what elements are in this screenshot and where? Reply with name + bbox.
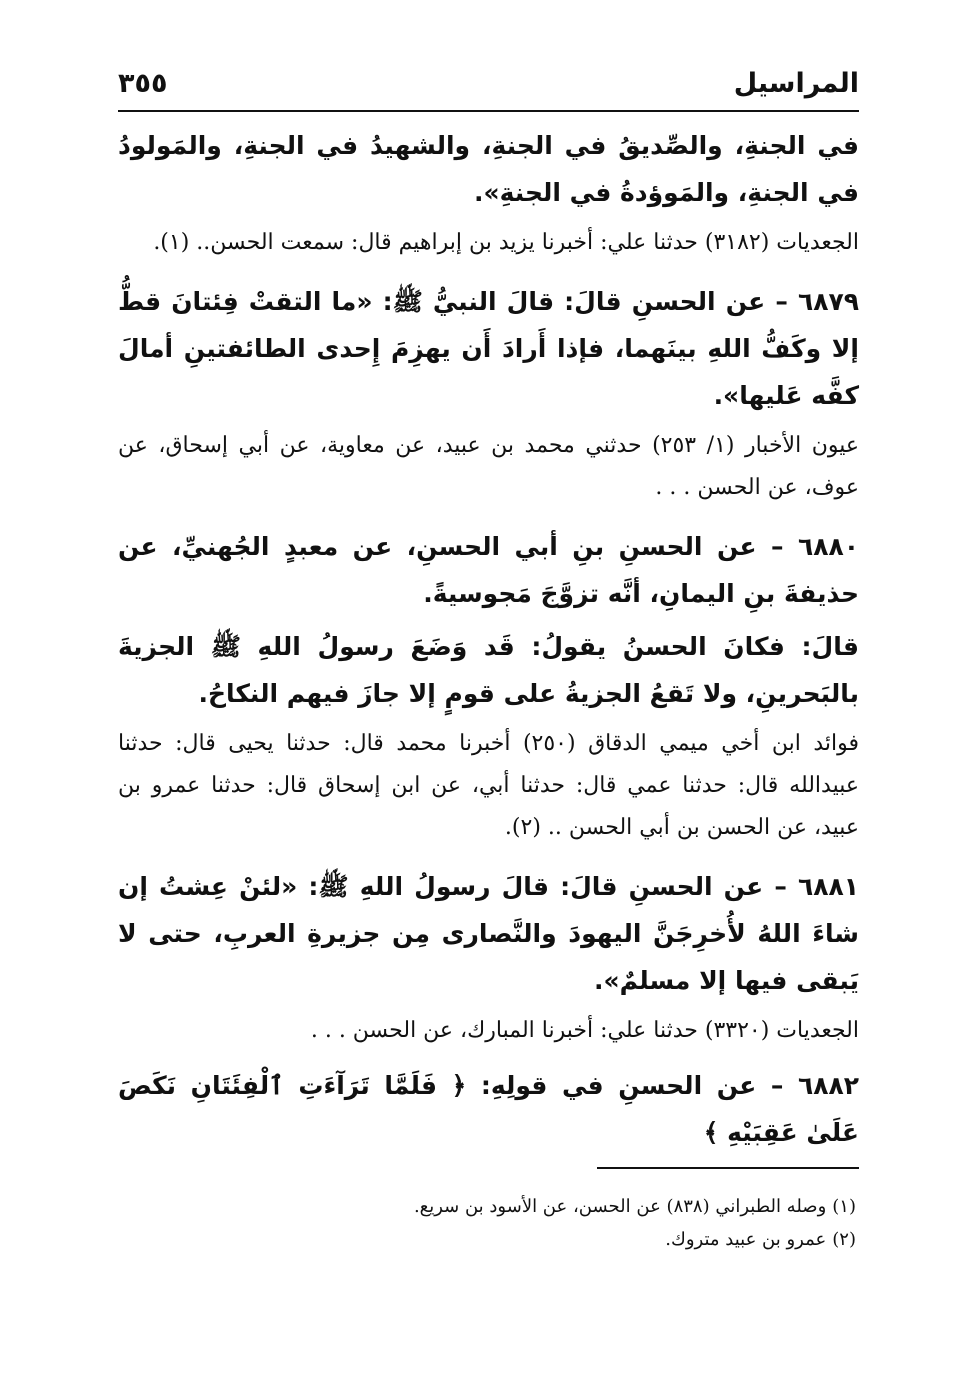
hadith-number: ٦٨٨٠	[797, 532, 859, 561]
source-citation: الجعديات (٣١٨٢) حدثنا علي: أخبرنا يزيد بن إبراهيم قال: سمعت الحسن.. (١).	[153, 230, 859, 255]
footnote-rule	[597, 1167, 859, 1169]
page-number: ٣٥٥	[118, 68, 168, 99]
source-citation: الجعديات (٣٣٢٠) حدثنا علي: أخبرنا المبارك، عن الحسن . . .	[310, 1018, 859, 1043]
page-body	[118, 122, 859, 1162]
running-title: المراسيل	[733, 68, 859, 99]
hadith-text: في الجنةِ، والصِّديقُ في الجنةِ، والشهيدُ في الجنةِ، والمَولودُ في الجنةِ، والمَوؤدةُ في الجنةِ».	[118, 131, 859, 207]
hadith-entry	[118, 523, 859, 617]
header-rule	[118, 110, 859, 112]
source-citation: عيون الأخبار (١/ ٢٥٣) حدثني محمد بن عبيد، عن معاوية، عن أبي إسحاق، عن عوف، عن الحسن . . .	[118, 433, 860, 500]
hadith-text: – عن الحسنِ قالَ: قالَ النبيُّ ﷺ: «ما التقتْ فِئتانَ قطُّ إلا وكَفُّ اللهِ بينَهما، فإذا أَرادَ أَن يهزِمَ إِحدى الطائفتينِ أمالَ كفَّه عَليها».	[118, 287, 859, 410]
footnote-marker: (٢)	[832, 1229, 856, 1250]
hadith-text: – عن الحسنِ في قولِهِ: ﴿ فَلَمَّا تَرَآءَتِ ٱلْفِئَتَانِ نَكَصَ عَلَىٰ عَقِبَيْهِ ﴾	[118, 1071, 859, 1147]
footnote	[118, 1190, 856, 1223]
footnote-text: وصله الطبراني (٨٣٨) عن الحسن، عن الأسود بن سريع.	[413, 1196, 827, 1217]
source-citation: فوائد ابن أخي ميمي الدقاق (٢٥٠) أخبرنا محمد قال: حدثنا يحيى قال: حدثنا عبيدالله قال: حدثنا عمي قال: حدثنا أبي، عن ابن إسحاق قال: حدثنا عمرو بن عبيد، عن الحسن بن أبي الحسن .. (٢).	[118, 731, 859, 840]
hadith-text: – عن الحسنِ بنِ أبي الحسنِ، عن معبدٍ الجُهنيِّ، عن حذيفةَ بنِ اليمانِ، أنَّه تزوَّجَ مَجوسيةً.	[118, 532, 859, 608]
hadith-text: – عن الحسنِ قالَ: قالَ رسولُ اللهِ ﷺ: «لئنْ عِشتُ إن شاءَ اللهُ لأُخرِجَنَّ اليهودَ والنَّصارى مِن جزيرةِ العربِ، حتى لا يَبقى فيها إلا مسلمٌ».	[118, 872, 859, 995]
footnote-text: عمرو بن عبيد متروك.	[665, 1229, 827, 1250]
footnote	[118, 1223, 856, 1256]
hadith-text-continued: قالَ: فكانَ الحسنُ يقولُ: قَد وَضَعَ رسولُ اللهِ ﷺ الجزيةَ بالبَحرينِ، ولا تَقعُ الجزيةُ على قومٍ إلا جازَ فيهم النكاحُ.	[118, 632, 859, 708]
footnotes	[118, 1190, 856, 1256]
hadith-entry	[118, 1062, 859, 1156]
footnote-marker: (١)	[832, 1196, 856, 1217]
hadith-entry	[118, 863, 859, 1004]
hadith-entry	[118, 278, 859, 419]
hadith-number: ٦٨٨١	[797, 872, 859, 901]
page-header	[118, 68, 859, 108]
hadith-number: ٦٨٧٩	[797, 287, 859, 316]
hadith-number: ٦٨٨٢	[797, 1071, 859, 1100]
